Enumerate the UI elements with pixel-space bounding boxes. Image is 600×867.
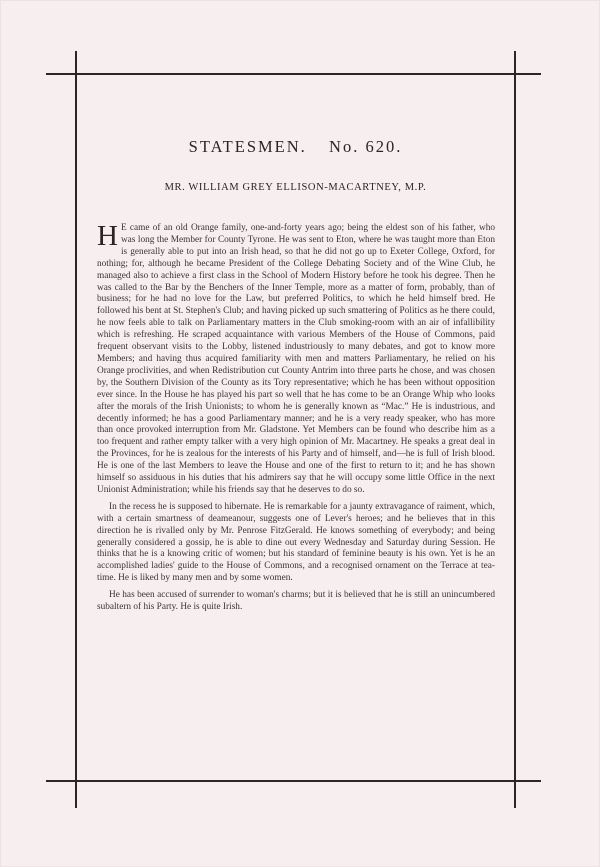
article-paragraph-3: He has been accused of surrender to woman's charms; but it is believed that he is still an unincumbered subaltern of his Party. He is quite Irish.: [97, 590, 495, 613]
frame-left-rule: [75, 51, 77, 808]
frame-right-rule: [514, 51, 516, 808]
article-paragraph-2: In the recess he is supposed to hibernate. He is remarkable for a jaunty extravagance of raiment, which, with a certain smartness of deameanour, suggests one of Lever's heroes; and he believes that in this direction he is rivalled only by Mr. Penrose FitzGerald. He knows something of everybody; and being generally considered a gossip, he is able to dine out every Wednesday and Saturday during Session. He thinks that he is a knowing critic of women; but his standard of feminine beauty is his own. Yet is he an accomplished ladies' guide to the House of Commons, and a recognised ornament on the Terrace at tea-time. He is liked by many men and by some women.: [97, 501, 495, 584]
series-title: STATESMEN.: [188, 137, 307, 156]
series-number: No. 620.: [329, 137, 403, 156]
article-paragraph-1: [97, 220, 495, 497]
page-title: [77, 137, 514, 157]
frame-top-rule: [46, 73, 541, 75]
frame-bottom-rule: [46, 780, 541, 782]
subject-name: MR. WILLIAM GREY ELLISON-MACARTNEY, M.P.: [164, 182, 427, 193]
drop-cap: H: [97, 220, 118, 252]
paragraph-1-text: E came of an old Orange family, one-and-forty years ago; being the eldest son of his father, who was long the Member for County Tyrone. He was sent to Eton, where he was taught more than Eton is generally able to put into an Irish head, so that he did not go up to Exeter College, Oxford, for nothing; for, although he became President of the College Debating Society and of the Wine Club, he managed also to achieve a first class in the School of Modern History before he took his degree. Then he was called to the Bar by the Benchers of the Inner Temple, more as a matter of form, probably, than of business; for he had no love for the Law, but preferred Politics, to which he held himself bred. He followed his bent at St. Stephen's Club; and having picked up such smattering of Politics as he there could, he now feels able to talk on Parliamentary matters in the Club smoking-room with an air of infallibility which is refreshing. He scraped acquaintance with various Members of the House of Commons, paid frequent observant visits to the Lobby, listened industriously to many debates, and got to know more Members; and having thus acquired familiarity with men and matters Parliamentary, he relied on his Orange proclivities, and when Redistribution cut County Antrim into three parts he chose, and was chosen by, the Southern Division of the County as its Tory representative; which he has been without opposition ever since. In the House he has played his part so well that he has come to be an Orange Whip who looks after the morals of the Irish Unionists; to whom he is generally known as “Mac.” He is industrious, and decently informed; he has a good Parliamentary manner; and he is a very ready speaker, who has more than once provoked interruption from Mr. Gladstone. Yet Members can be found who describe him as a too frequent and rather empty talker with a very high opinion of Mr. Macartney. He speaks a great deal in the Provinces, for he is zealous for the interests of his Party and of himself, and—he is full of Irish blood. He is one of the last Members to leave the House and one of the first to return to it; and he has shown himself so assiduous in his duties that his admirers say that he will occupy some little Office in the next Unionist Administration; while his friends say that he deserves to do so.: [97, 223, 495, 495]
article-body: [97, 220, 495, 619]
